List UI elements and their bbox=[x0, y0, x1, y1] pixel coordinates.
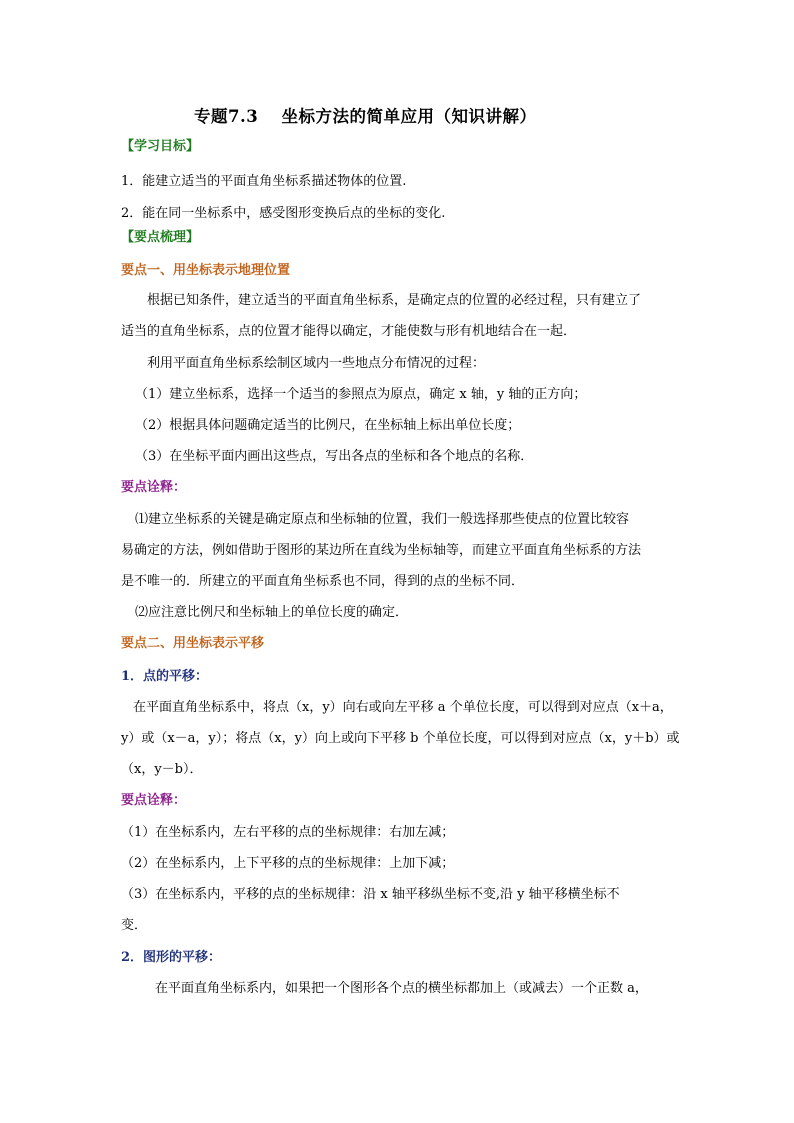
note-line: （1）在坐标系内，左右平移的点的坐标规律：右加左减； bbox=[121, 825, 455, 840]
page-title: 专题7.3 坐标方法的简单应用（知识讲解） bbox=[194, 107, 537, 126]
paragraph-line: y）或（x－a，y）；将点（x，y）向上或向下平移 b 个单位长度，可以得到对应点（x，y＋b）或 bbox=[121, 731, 680, 746]
section-heading-goals: 【学习目标】 bbox=[121, 139, 200, 154]
note-heading: 要点诠释： bbox=[121, 793, 187, 808]
subheading-point-translation: 1．点的平移： bbox=[121, 669, 209, 684]
goal-item: 2．能在同一坐标系中，感受图形变换后点的坐标的变化. bbox=[121, 206, 446, 221]
paragraph-line: 利用平面直角坐标系绘制区域内一些地点分布情况的过程： bbox=[147, 356, 486, 371]
note-line: ⑵应注意比例尺和坐标轴上的单位长度的确定． bbox=[135, 605, 409, 620]
point2-heading: 要点二、用坐标表示平移 bbox=[121, 636, 265, 651]
paragraph-line: 适当的直角坐标系，点的位置才能得以确定，才能使数与形有机地结合在一起． bbox=[121, 324, 577, 339]
paragraph-line: （x，y－b）． bbox=[121, 762, 203, 777]
note-line: 变． bbox=[121, 918, 148, 933]
note-heading: 要点诠释： bbox=[121, 480, 187, 495]
note-line: （3）在坐标系内，平移的点的坐标规律：沿 x 轴平移纵坐标不变,沿 y 轴平移横坐标不 bbox=[121, 887, 620, 902]
note-line: 易确定的方法，例如借助于图形的某边所在直线为坐标轴等，而建立平面直角坐标系的方法 bbox=[121, 543, 642, 558]
step-item: （2）根据具体问题确定适当的比例尺，在坐标轴上标出单位长度； bbox=[135, 418, 521, 433]
goal-item: 1．能建立适当的平面直角坐标系描述物体的位置. bbox=[121, 174, 407, 189]
note-line: 是不唯一的．所建立的平面直角坐标系也不同，得到的点的坐标不同． bbox=[121, 574, 525, 589]
point1-heading: 要点一、用坐标表示地理位置 bbox=[121, 263, 291, 278]
section-heading-points: 【要点梳理】 bbox=[121, 230, 200, 245]
note-line: （2）在坐标系内，上下平移的点的坐标规律：上加下减； bbox=[121, 856, 455, 871]
paragraph-line: 根据已知条件，建立适当的平面直角坐标系，是确定点的位置的必经过程，只有建立了 bbox=[147, 293, 642, 308]
note-line: ⑴建立坐标系的关键是确定原点和坐标轴的位置，我们一般选择那些使点的位置比较容 bbox=[135, 512, 630, 527]
paragraph-line: 在平面直角坐标系中，将点（x，y）向右或向左平移 a 个单位长度，可以得到对应点（x＋a， bbox=[133, 700, 673, 715]
step-item: （3）在坐标平面内画出这些点，写出各点的坐标和各个地点的名称． bbox=[135, 449, 534, 464]
paragraph-line: 在平面直角坐标系内，如果把一个图形各个点的横坐标都加上（或减去）一个正数 a， bbox=[155, 981, 648, 996]
subheading-figure-translation: 2．图形的平移： bbox=[121, 950, 222, 965]
step-item: （1）建立坐标系，选择一个适当的参照点为原点，确定 x 轴，y 轴的正方向； bbox=[135, 387, 587, 402]
